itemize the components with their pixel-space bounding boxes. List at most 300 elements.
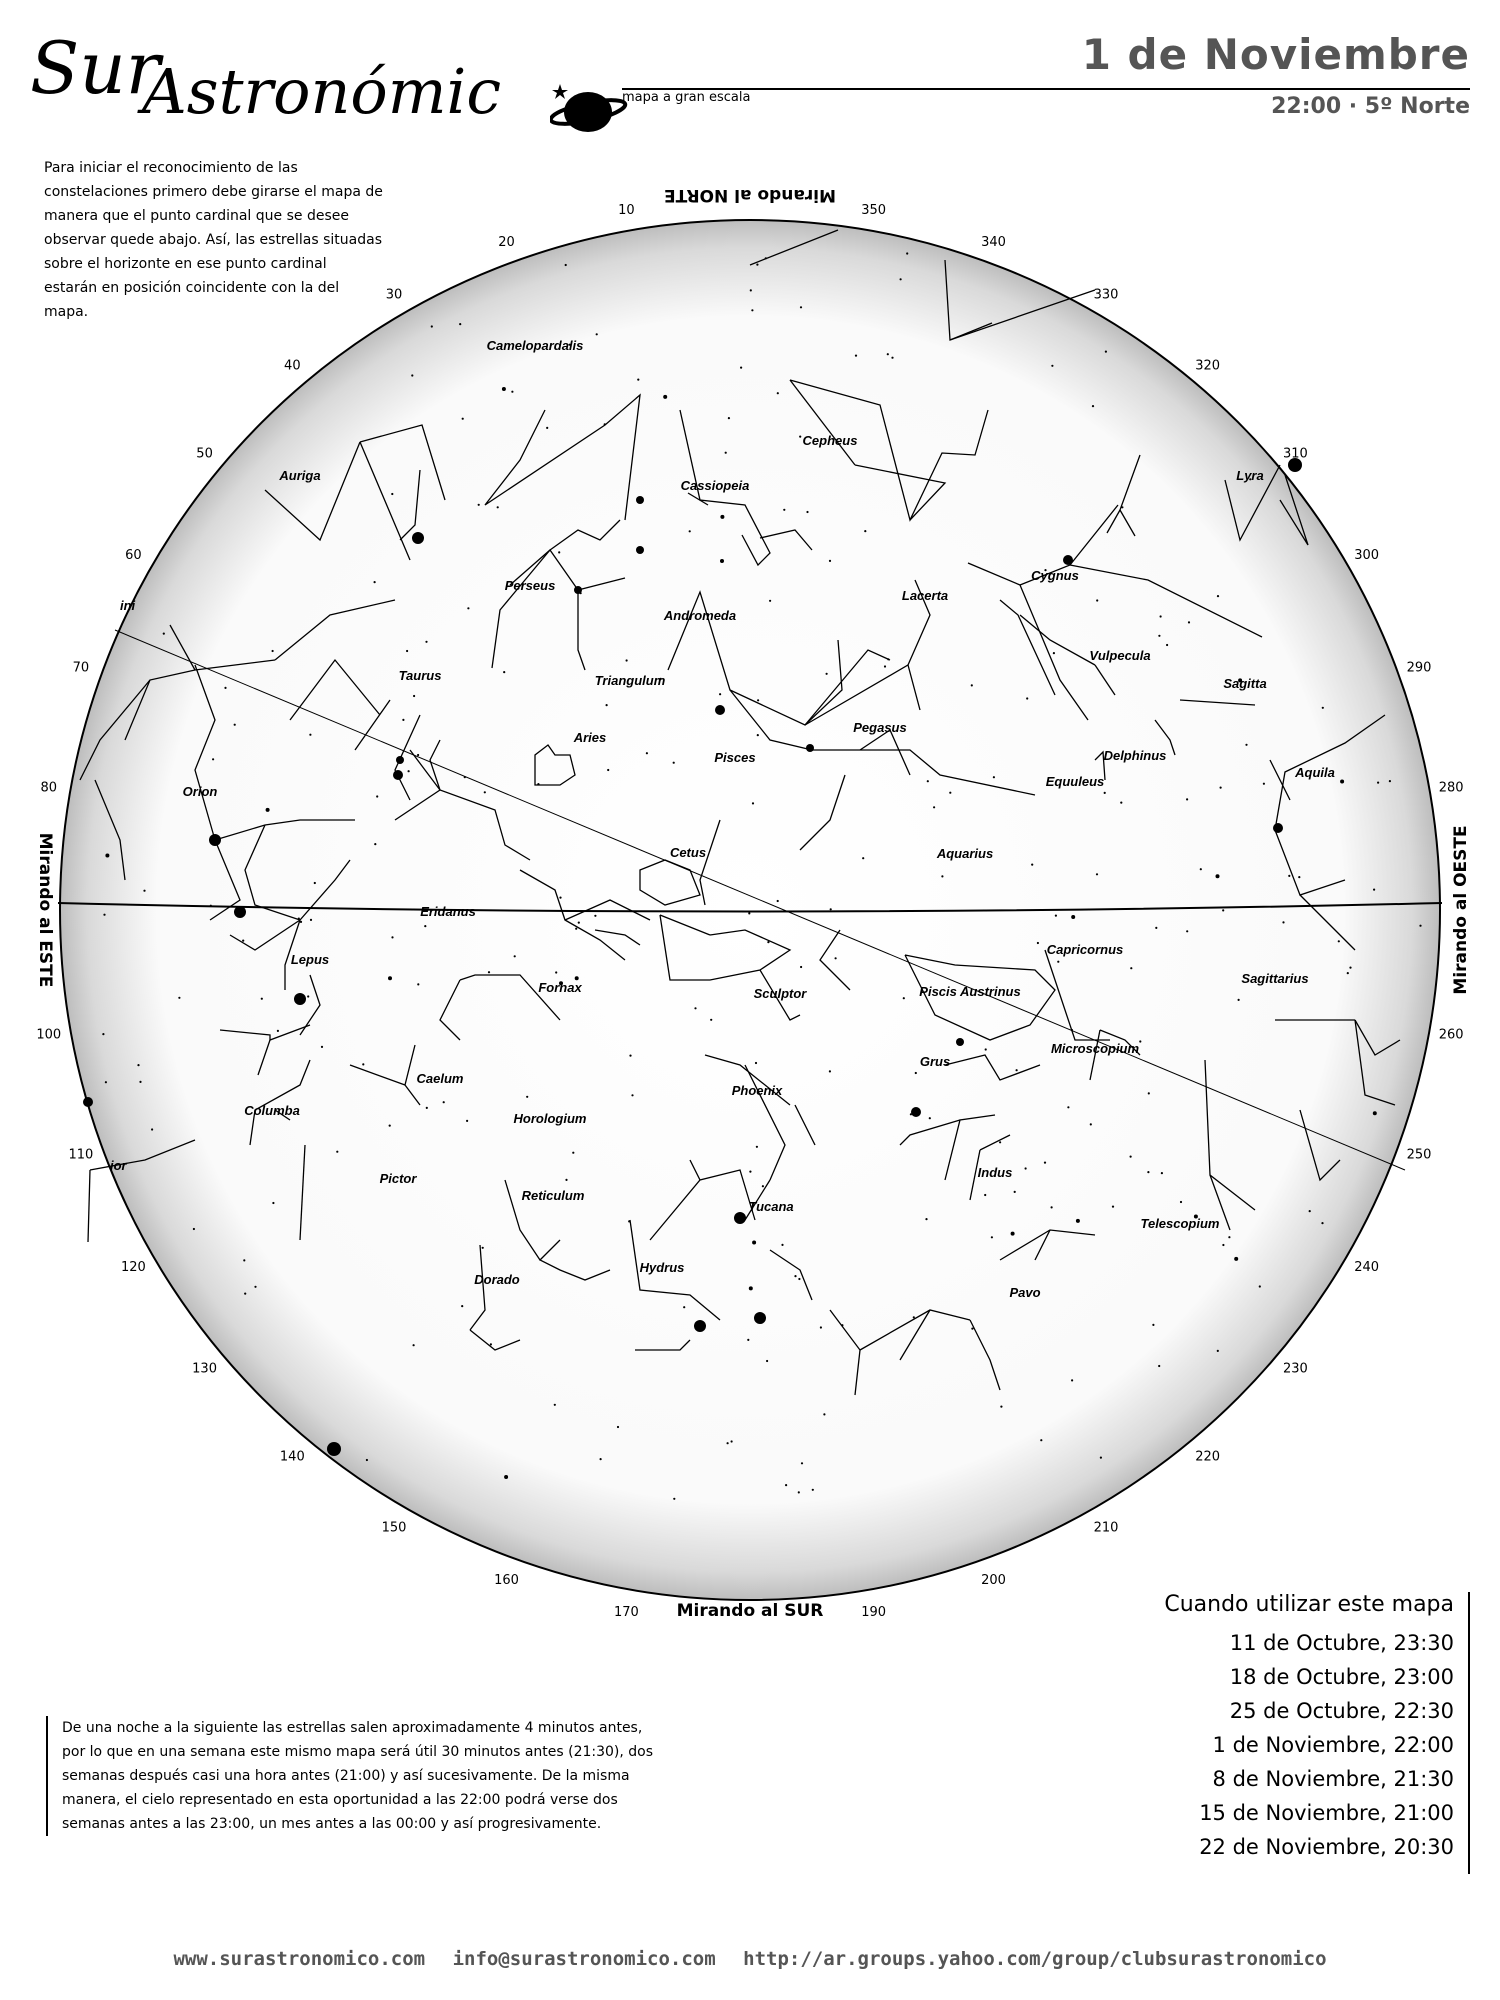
star-dot (1321, 1222, 1323, 1224)
star-dot (752, 1241, 756, 1245)
bright-star (234, 906, 246, 918)
star-dot (891, 357, 893, 359)
star-dot (1373, 1111, 1377, 1115)
star-dot (391, 493, 393, 495)
star-dot (478, 504, 480, 506)
star-dot (1037, 942, 1039, 944)
azimuth-tick-label: 190 (861, 1605, 887, 1620)
constellation-label: Pavo (1009, 1285, 1041, 1300)
star-dot (1011, 1232, 1015, 1236)
star-dot (417, 983, 419, 985)
star-dot (1016, 1069, 1018, 1071)
footer (0, 1948, 1500, 1970)
star-dot (731, 1440, 733, 1442)
star-dot (406, 650, 408, 652)
azimuth-tick-label: 100 (36, 1027, 62, 1043)
star-dot (757, 699, 759, 701)
star-dot (830, 908, 832, 910)
star-dot (1105, 351, 1107, 353)
star-dot (1186, 798, 1188, 800)
usage-date: 8 de Noviembre, 21:30 (1212, 1767, 1454, 1791)
star-dot (1238, 999, 1240, 1001)
star-dot (794, 1275, 796, 1277)
star-dot (1340, 780, 1344, 784)
star-dot (762, 1185, 764, 1187)
star-dot (321, 1046, 323, 1048)
star-dot (572, 1152, 574, 1154)
constellation-label: Lyra (1236, 468, 1264, 483)
direction-north: Mirando al NORTE (664, 185, 836, 205)
star-dot (139, 1081, 141, 1083)
star-dot (727, 1442, 729, 1444)
constellation-label: Horologium (513, 1111, 587, 1126)
azimuth-tick-label: 240 (1354, 1260, 1380, 1275)
star-dot (749, 1286, 753, 1290)
star-dot (801, 1462, 803, 1464)
star-dot (1104, 792, 1106, 794)
star-dot (575, 928, 577, 930)
star-dot (777, 392, 779, 394)
star-dot (1158, 1365, 1160, 1367)
star-dot (689, 530, 691, 532)
usage-date: 11 de Octubre, 23:30 (1229, 1631, 1454, 1655)
constellation-label: Vulpecula (1089, 648, 1151, 663)
star-dot (565, 264, 567, 266)
constellation-label: Sagitta (1223, 676, 1267, 691)
star-dot (466, 1120, 468, 1122)
azimuth-tick-label: 50 (196, 446, 213, 462)
star-dot (864, 530, 866, 532)
bright-star (694, 1320, 706, 1332)
planet-logo-icon (550, 80, 630, 136)
logo-text-sur: Sur (30, 26, 161, 110)
star-dot (1025, 1167, 1027, 1169)
bright-star (956, 1038, 964, 1046)
star-dot (467, 607, 469, 609)
star-dot (1057, 961, 1059, 963)
star-dot (431, 325, 433, 327)
constellation-label: Equuleus (1045, 774, 1105, 789)
star-dot (596, 333, 598, 335)
star-dot (178, 997, 180, 999)
star-dot (462, 418, 464, 420)
star-dot (720, 559, 724, 563)
constellation-label: Perseus (504, 578, 556, 593)
star-dot (1298, 876, 1300, 878)
star-dot (756, 1146, 758, 1148)
star-dot (374, 581, 376, 583)
star-dot (254, 1286, 256, 1288)
star-dot (1234, 1257, 1238, 1261)
star-dot (484, 791, 486, 793)
star-dot (362, 1063, 364, 1065)
star-dot (1040, 1439, 1042, 1441)
star-dot (1148, 1092, 1150, 1094)
star-dot (1096, 873, 1098, 875)
star-dot (425, 641, 427, 643)
star-dot (546, 427, 548, 429)
brand-logo[interactable] (30, 28, 630, 128)
star-dot (1031, 864, 1033, 866)
constellation-label: Aries (573, 730, 607, 745)
constellation-label: Microscopium (1050, 1041, 1140, 1056)
star-dot (629, 1055, 631, 1057)
star-dot (105, 854, 109, 858)
bright-star (83, 1097, 93, 1107)
usage-date: 15 de Noviembre, 21:00 (1199, 1801, 1454, 1825)
star-dot (631, 1094, 633, 1096)
star-dot (933, 806, 935, 808)
star-dot (971, 684, 973, 686)
star-dot (526, 1096, 528, 1098)
star-dot (1220, 787, 1222, 789)
constellation-label: Piscis Austrinus (919, 984, 1021, 999)
usage-rule (1468, 1592, 1470, 1874)
star-dot (915, 1072, 917, 1074)
star-dot (1139, 1040, 1141, 1042)
star-dot (309, 734, 311, 736)
azimuth-tick-label: 210 (1093, 1520, 1119, 1536)
star-dot (244, 1293, 246, 1295)
constellation-label: Indus (977, 1165, 1013, 1180)
constellation-label: Andromeda (663, 608, 737, 623)
star-dot (1071, 1379, 1073, 1381)
logo-text-astronomico: Astronómic (142, 55, 502, 128)
bright-star (806, 744, 814, 752)
star-dot (781, 1244, 783, 1246)
constellation-label: Eridanus (420, 904, 476, 919)
star-dot (1222, 1244, 1224, 1246)
azimuth-tick-label: 140 (279, 1449, 305, 1465)
star-dot (1026, 697, 1028, 699)
star-dot (823, 1413, 825, 1415)
star-dot (1419, 925, 1421, 927)
constellation-label: Lacerta (901, 588, 949, 603)
star-dot (663, 395, 667, 399)
star-dot (747, 1339, 749, 1341)
star-dot (514, 955, 516, 957)
star-dot (1347, 972, 1349, 974)
star-dot (799, 436, 801, 438)
star-dot (694, 1007, 696, 1009)
star-dot (829, 1070, 831, 1072)
star-dot (1053, 652, 1055, 654)
star-dot (1120, 802, 1122, 804)
star-dot (720, 515, 724, 519)
constellation-label: Pisces (714, 750, 756, 765)
star-dot (376, 795, 378, 797)
direction-east: Mirando al ESTE (35, 832, 55, 988)
star-dot (1100, 1457, 1102, 1459)
star-dot (783, 509, 785, 511)
azimuth-tick-label: 230 (1283, 1361, 1308, 1377)
star-dot (272, 650, 274, 652)
star-dot (1188, 621, 1190, 623)
azimuth-tick-label: 40 (284, 358, 301, 374)
star-dot (769, 600, 771, 602)
star-dot (105, 1081, 107, 1083)
star-dot (310, 919, 312, 921)
constellation-label: Auriga (279, 468, 321, 483)
star-dot (1161, 1172, 1163, 1174)
star-dot (646, 752, 648, 754)
star-dot (1322, 707, 1324, 709)
intro-text: Para iniciar el reconocimiento de las constelaciones primero debe girarse el mapa de manera que el punto cardinal que se desee observar quede abajo. Así, las estrellas situadas sobre el horizonte en ese punto cardinal estarán en posición coincidente con la del mapa. (44, 160, 383, 320)
star-dot (1112, 1206, 1114, 1208)
star-dot (1180, 1201, 1182, 1203)
star-dot (993, 776, 995, 778)
star-dot (862, 857, 864, 859)
star-dot (752, 802, 754, 804)
edge-label-geminorum: ini (120, 598, 136, 613)
star-dot (212, 758, 214, 760)
azimuth-tick-label: 110 (68, 1147, 94, 1163)
direction-west: Mirando al OESTE (1451, 825, 1471, 995)
footer-website-link[interactable]: www.surastronomico.com (173, 1948, 426, 1970)
star-dot (1076, 1219, 1080, 1223)
star-dot (137, 1064, 139, 1066)
star-dot (266, 808, 270, 812)
star-dot (719, 693, 721, 695)
footer-group-link[interactable]: http://ar.groups.yahoo.com/group/clubsurastronomico (743, 1948, 1327, 1970)
star-dot (1160, 615, 1162, 617)
star-dot (389, 1125, 391, 1127)
star-dot (820, 1326, 822, 1328)
star-dot (1147, 1171, 1149, 1173)
bright-star (1273, 823, 1283, 833)
constellation-label: Aquila (1295, 765, 1335, 780)
star-dot (1377, 782, 1379, 784)
constellation-label: Tucana (748, 1199, 794, 1214)
star-dot (798, 1278, 800, 1280)
constellation-label: Taurus (398, 668, 442, 683)
star-dot (626, 659, 628, 661)
star-dot (490, 1343, 492, 1345)
star-dot (424, 925, 426, 927)
star-dot (408, 770, 410, 772)
star-dot (261, 998, 263, 1000)
azimuth-tick-label: 330 (1093, 287, 1119, 303)
star-dot (482, 1247, 484, 1249)
usage-date: 22 de Noviembre, 20:30 (1199, 1835, 1454, 1859)
star-dot (374, 843, 376, 845)
azimuth-tick-label: 250 (1406, 1147, 1432, 1163)
usage-date: 25 de Octubre, 22:30 (1229, 1699, 1454, 1723)
constellation-label: Caelum (416, 1071, 464, 1086)
constellation-label: Cygnus (1031, 568, 1079, 583)
azimuth-tick-label: 30 (385, 287, 403, 303)
footer-email-link[interactable]: info@surastronomico.com (452, 1948, 716, 1970)
star-dot (949, 792, 951, 794)
constellation-label: Hydrus (639, 1260, 685, 1275)
star-dot (277, 1030, 279, 1032)
star-dot (411, 374, 413, 376)
star-dot (855, 355, 857, 357)
subtitle: mapa a gran escala (622, 90, 751, 105)
bright-star (715, 705, 725, 715)
constellation-label: Lepus (290, 952, 330, 967)
star-dot (1130, 967, 1132, 969)
star-dot (991, 1236, 993, 1238)
star-dot (554, 1404, 556, 1406)
star-dot (502, 387, 506, 391)
star-dot (314, 882, 316, 884)
bright-star (636, 496, 644, 504)
star-dot (1152, 1324, 1154, 1326)
usage-date: 18 de Octubre, 23:00 (1229, 1665, 1454, 1689)
star-dot (812, 1489, 814, 1491)
azimuth-tick-label: 70 (72, 660, 90, 676)
star-dot (1158, 635, 1160, 637)
star-dot (1092, 405, 1094, 407)
star-dot (999, 1141, 1001, 1143)
star-dot (1228, 1236, 1230, 1238)
star-dot (728, 417, 730, 419)
star-dot (163, 633, 165, 635)
star-dot (565, 1179, 567, 1181)
constellation-label: Cepheus (802, 433, 858, 448)
star-dot (884, 665, 886, 667)
usage-dates (1199, 1626, 1454, 1864)
star-dot (558, 551, 560, 553)
star-dot (559, 897, 561, 899)
azimuth-tick-label: 120 (120, 1260, 146, 1275)
constellation-label: Dorado (474, 1272, 520, 1287)
edge-label-monoceros: ior (110, 1158, 127, 1173)
star-dot (1216, 874, 1220, 878)
star-dot (887, 353, 889, 355)
star-dot (617, 1426, 619, 1428)
star-dot (272, 1202, 274, 1204)
bright-star (412, 532, 424, 544)
star-dot (151, 1128, 153, 1130)
star-dot (637, 379, 639, 381)
star-dot (210, 905, 212, 907)
usage-title: Cuando utilizar este mapa (1164, 1592, 1454, 1617)
azimuth-tick-label: 10 (618, 202, 635, 218)
star-dot (224, 687, 226, 689)
star-dot (925, 1218, 927, 1220)
star-dot (1051, 1206, 1053, 1208)
star-dot (750, 289, 752, 291)
star-dot (1055, 915, 1057, 917)
bright-star (754, 1312, 766, 1324)
constellation-line (88, 1170, 90, 1242)
bright-star (636, 546, 644, 554)
star-dot (941, 875, 943, 877)
constellation-label: Pictor (379, 1171, 417, 1186)
azimuth-tick-label: 290 (1406, 660, 1432, 676)
azimuth-tick-label: 320 (1195, 358, 1221, 374)
star-dot (800, 306, 802, 308)
star-dot (1245, 744, 1247, 746)
constellation-label: Phoenix (731, 1083, 783, 1098)
star-dot (1349, 967, 1351, 969)
star-dot (1067, 1106, 1069, 1108)
azimuth-tick-label: 310 (1283, 446, 1308, 462)
constellation-label: Pegasus (853, 720, 907, 735)
star-dot (391, 936, 393, 938)
constellation-label: Capricornus (1046, 942, 1124, 957)
star-dot (1263, 783, 1265, 785)
star-dot (751, 309, 753, 311)
star-dot (402, 719, 404, 721)
star-dot (607, 769, 609, 771)
azimuth-tick-label: 220 (1195, 1449, 1221, 1465)
star-dot (103, 914, 105, 916)
time-note: De una noche a la siguiente las estrellas salen aproximadamente 4 minutos antes, por lo que en una semana este mismo mapa será útil 30 minutos antes (21:30), dos semanas después casi una hora antes (21:00) y así sucesivamente. De la misma manera, el cielo representado en esta oportunidad a las 22:00 podrá verse dos semanas antes a las 23:00, un mes antes a las 00:00 y así progresivamente. (46, 1716, 662, 1836)
star-dot (683, 1306, 685, 1308)
star-dot (835, 957, 837, 959)
star-dot (1166, 644, 1168, 646)
star-dot (461, 1305, 463, 1307)
star-dot (829, 560, 831, 562)
star-dot (243, 1259, 245, 1261)
star-dot (785, 1484, 787, 1486)
star-dot (413, 695, 415, 697)
star-dot (1222, 909, 1224, 911)
star-dot (806, 511, 808, 513)
star-dot (757, 734, 759, 736)
star-dot (756, 264, 758, 266)
star-dot (464, 776, 466, 778)
constellation-label: Cassiopeia (680, 478, 750, 493)
star-dot (748, 912, 750, 914)
constellation-label: Columba (244, 1103, 300, 1118)
star-dot (1090, 1123, 1092, 1125)
azimuth-tick-label: 300 (1354, 548, 1380, 563)
star-dot (555, 971, 557, 973)
star-dot (234, 724, 236, 726)
star-dot (336, 1151, 338, 1153)
constellation-label: Telescopium (1140, 1216, 1220, 1231)
star-dot (1389, 780, 1391, 782)
star-dot (900, 278, 902, 280)
azimuth-tick-label: 160 (494, 1573, 519, 1589)
constellation-label: Reticulum (521, 1188, 585, 1203)
bright-star (327, 1442, 341, 1456)
star-dot (413, 1344, 415, 1346)
star-dot (1338, 940, 1340, 942)
azimuth-tick-label: 280 (1438, 780, 1464, 796)
star-dot (459, 323, 461, 325)
star-dot (673, 1498, 675, 1500)
constellation-label: Sculptor (753, 986, 807, 1001)
usage-date: 1 de Noviembre, 22:00 (1212, 1733, 1454, 1757)
star-dot (242, 940, 244, 942)
star-dot (1071, 915, 1075, 919)
star-dot (1217, 1350, 1219, 1352)
star-dot (102, 1033, 104, 1035)
constellation-label: Camelopardalis (486, 338, 584, 353)
direction-south: Mirando al SUR (676, 1601, 824, 1620)
star-dot (798, 1491, 800, 1493)
star-dot (307, 995, 309, 997)
azimuth-tick-label: 350 (861, 202, 887, 218)
star-dot (740, 367, 742, 369)
star-dot (1051, 365, 1053, 367)
star-dot (1014, 1191, 1016, 1193)
constellation-label: Triangulum (594, 673, 666, 688)
star-dot (503, 671, 505, 673)
bright-star (911, 1107, 921, 1117)
star-dot (903, 997, 905, 999)
constellation-label: Grus (919, 1054, 951, 1069)
sky-disc (60, 220, 1440, 1600)
star-dot (497, 506, 499, 508)
star-dot (417, 754, 419, 756)
azimuth-tick-label: 150 (381, 1520, 407, 1536)
